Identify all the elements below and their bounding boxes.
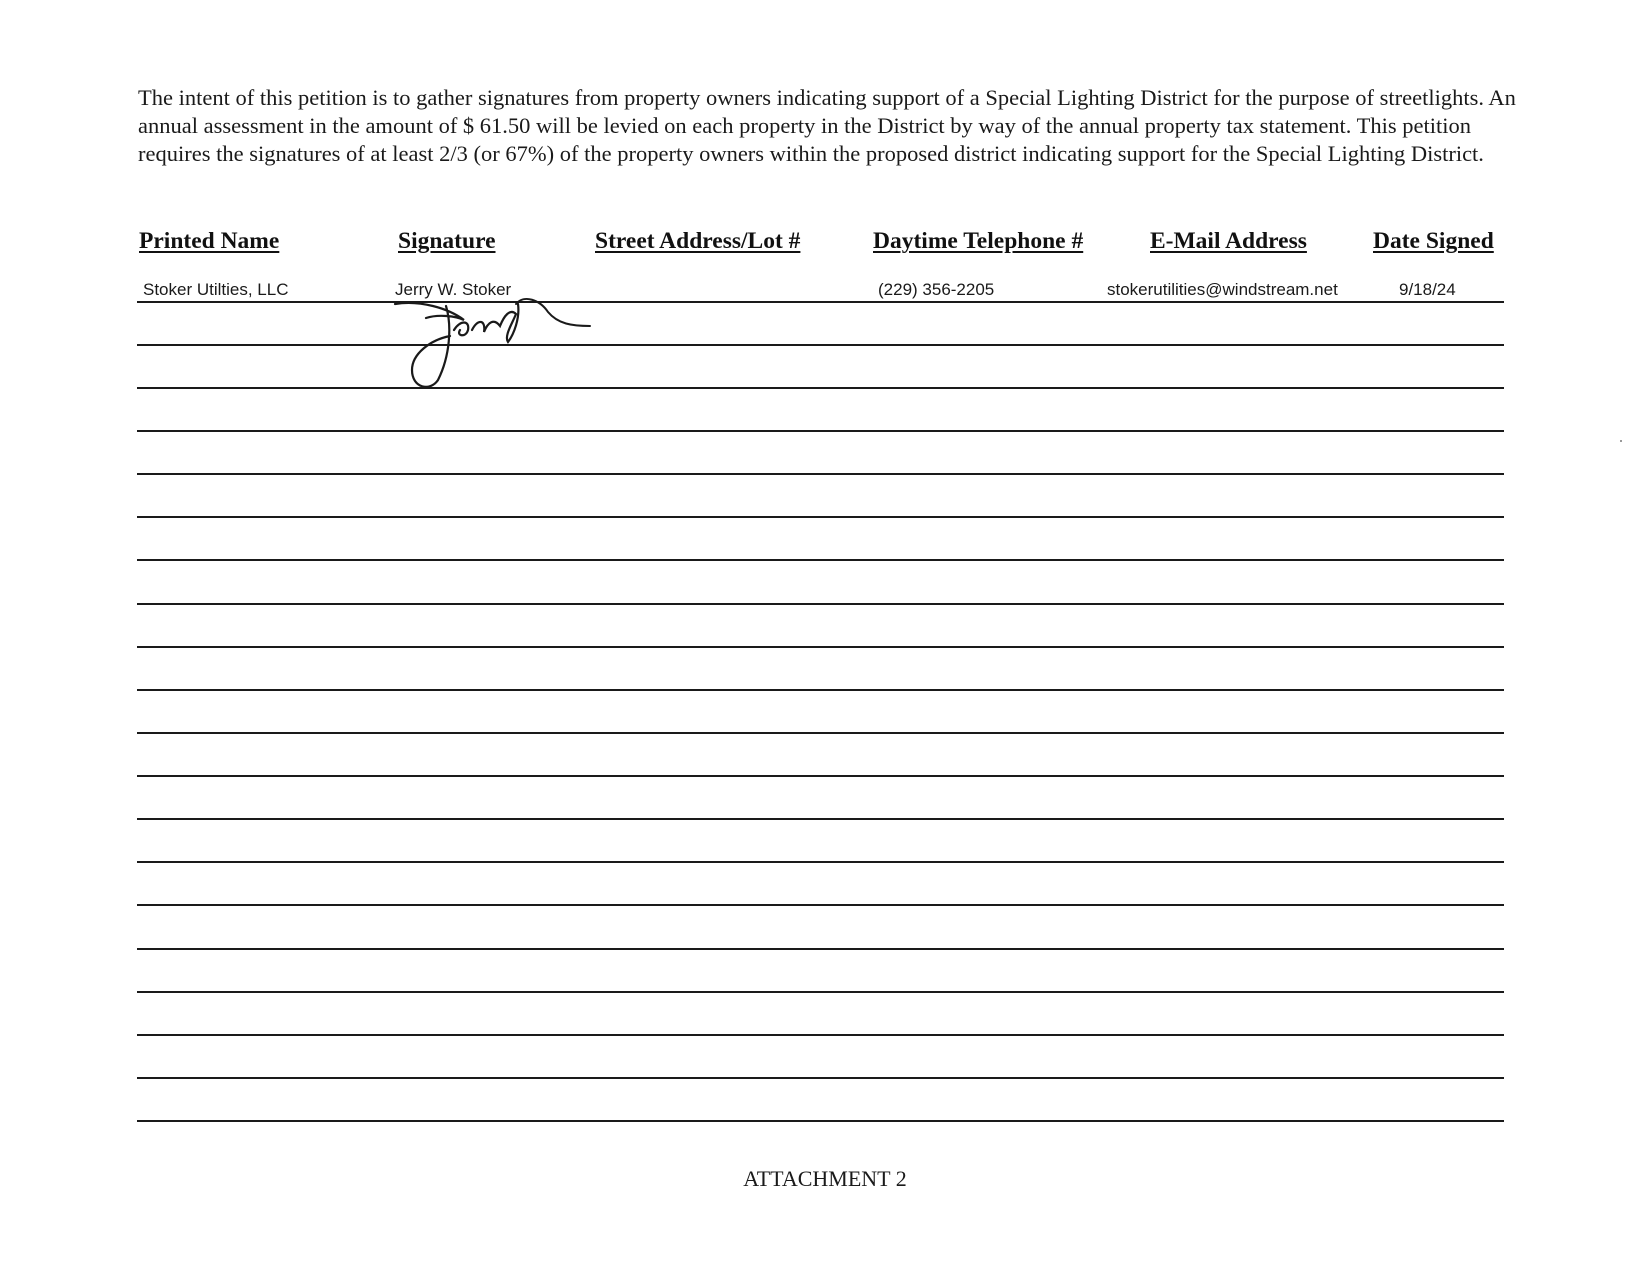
signature-line-10 [137,689,1504,691]
signature-line-7 [137,559,1504,561]
signature-line-4 [137,430,1504,432]
column-header-telephone: Daytime Telephone # [873,228,1084,254]
signature-line-11 [137,732,1504,734]
signature-line-9 [137,646,1504,648]
signature-line-14 [137,861,1504,863]
signature-line-5 [137,473,1504,475]
scan-speck [1620,440,1622,442]
signature-line-12 [137,775,1504,777]
entry-telephone: (229) 356-2205 [878,280,995,299]
signature-line-19 [137,1077,1504,1079]
column-header-printed-name: Printed Name [139,228,280,254]
signature-line-17 [137,991,1504,993]
entry-email: stokerutilities@windstream.net [1107,280,1338,299]
signature-line-13 [137,818,1504,820]
entry-printed-name: Stoker Utilties, LLC [143,280,289,299]
signature-line-8 [137,603,1504,605]
signature-line-18 [137,1034,1504,1036]
signature-line-1 [137,301,1504,303]
signature-line-15 [137,904,1504,906]
signature-line-16 [137,948,1504,950]
attachment-label: ATTACHMENT 2 [743,1166,907,1191]
column-header-street-address: Street Address/Lot # [595,228,801,254]
signature-line-3 [137,387,1504,389]
entry-date-signed: 9/18/24 [1399,280,1456,299]
petition-intro: The intent of this petition is to gather signatures from property owners indicating support of a Special Lighting District for the purpose of streetlights. An annual assessment in the amount of $ 61.50 will be levied on each property in the District by way of the annual property tax statement. This petition requires the signatures of at least 2/3 (or 67%) of the property owners within the proposed district indicating support for the Special Lighting District. [138,85,1516,166]
signature-line-6 [137,516,1504,518]
column-header-email: E-Mail Address [1150,228,1307,254]
column-header-date-signed: Date Signed [1373,228,1494,254]
signature-line-2 [137,344,1504,346]
column-header-signature: Signature [398,228,496,254]
entry-signature-name: Jerry W. Stoker [395,280,512,299]
signature-line-20 [137,1120,1504,1122]
